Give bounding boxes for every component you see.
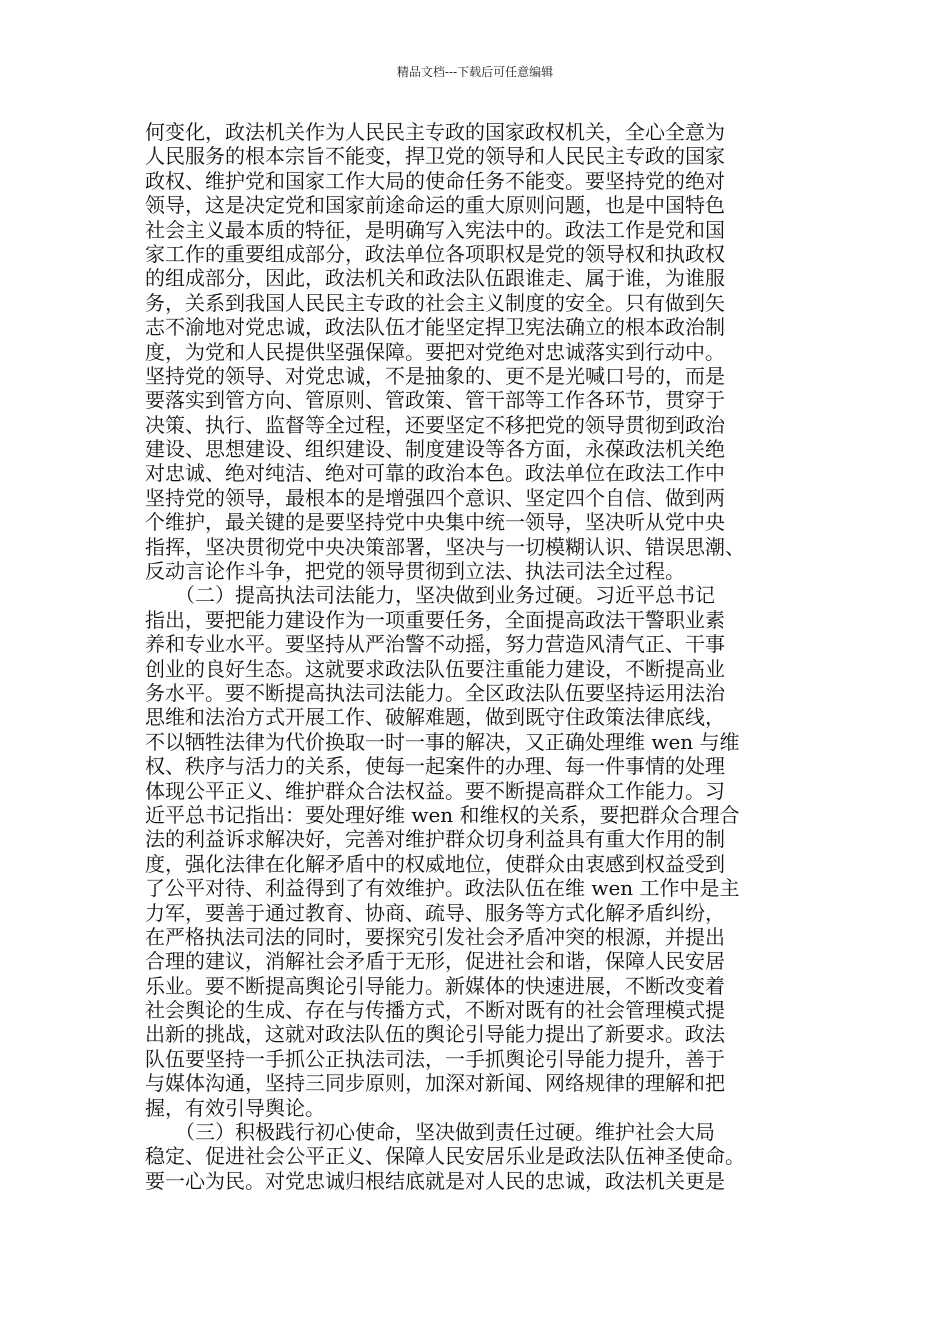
text-line: 指挥，坚决贯彻党中央决策部署，坚决与一切模糊认识、错误思潮、 bbox=[145, 534, 745, 559]
text-line: 合理的建议，消解社会矛盾于无形，促进社会和谐，保障人民安居 bbox=[145, 949, 725, 974]
text-line: 力军，要善于通过教育、协商、疏导、服务等方式化解矛盾纠纷， bbox=[145, 900, 725, 925]
text-line: 不以牺牲法律为代价换取一时一事的解决，又正确处理维 wen 与维 bbox=[145, 729, 740, 754]
text-line: 决策、执行、监督等全过程，还要坚定不移把党的领导贯彻到政治 bbox=[145, 412, 725, 437]
text-line: 务水平。要不断提高执法司法能力。全区政法队伍要坚持运用法治 bbox=[145, 680, 725, 705]
text-line: 稳定、促进社会公平正义、保障人民安居乐业是政法队伍神圣使命。 bbox=[145, 1144, 745, 1169]
text-line: 对忠诚、绝对纯洁、绝对可靠的政治本色。政法单位在政法工作中 bbox=[145, 461, 725, 486]
body-text bbox=[145, 120, 810, 1193]
text-line: 要一心为民。对党忠诚归根结底就是对人民的忠诚，政法机关更是 bbox=[145, 1168, 725, 1193]
text-line: 建设、思想建设、组织建设、制度建设等各方面，永葆政法机关绝 bbox=[145, 437, 725, 462]
text-line: 与媒体沟通，坚持三同步原则，加深对新闻、网络规律的理解和把 bbox=[145, 1071, 725, 1096]
text-line: 何变化，政法机关作为人民民主专政的国家政权机关，全心全意为 bbox=[145, 120, 725, 144]
text-line: 坚持党的领导，最根本的是增强四个意识、坚定四个自信、做到两 bbox=[145, 485, 725, 510]
text-line: 队伍要坚持一手抓公正执法司法，一手抓舆论引导能力提升，善于 bbox=[145, 1046, 725, 1071]
text-line: 坚持党的领导、对党忠诚，不是抽象的、更不是光喊口号的，而是 bbox=[145, 363, 725, 388]
text-line: 乐业。要不断提高舆论引导能力。新媒体的快速进展，不断改变着 bbox=[145, 973, 725, 998]
text-line: 反动言论作斗争，把党的领导贯彻到立法、执法司法全过程。 bbox=[145, 559, 685, 584]
text-line: 权、秩序与活力的关系，使每一起案件的办理、每一件事情的处理 bbox=[145, 754, 725, 779]
text-line: 要落实到管方向、管原则、管政策、管干部等工作各环节，贯穿于 bbox=[145, 388, 725, 413]
page-header: 精品文档---下载后可任意编辑 bbox=[396, 65, 554, 79]
text-line: 法的利益诉求解决好，完善对维护群众切身利益具有重大作用的制 bbox=[145, 827, 725, 852]
text-line: 社会主义最本质的特征，是明确写入宪法中的。政法工作是党和国 bbox=[145, 217, 725, 242]
text-line: 近平总书记指出：要处理好维 wen 和维权的关系，要把群众合理合 bbox=[145, 802, 740, 827]
text-line: 养和专业水平。要坚持从严治警不动摇，努力营造风清气正、干事 bbox=[145, 632, 725, 657]
text-line: 社会舆论的生成、存在与传播方式，不断对既有的社会管理模式提 bbox=[145, 998, 725, 1023]
text-line: 度，强化法律在化解矛盾中的权威地位，使群众由衷感到权益受到 bbox=[145, 851, 725, 876]
text-line: 在严格执法司法的同时，要探究引发社会矛盾冲突的根源，并提出 bbox=[145, 924, 725, 949]
text-line: 政权、维护党和国家工作大局的使命任务不能变。要坚持党的绝对 bbox=[145, 168, 725, 193]
text-line: 志不渝地对党忠诚，政法队伍才能坚定捍卫宪法确立的根本政治制 bbox=[145, 315, 725, 340]
text-line: 指出，要把能力建设作为一项重要任务，全面提高政法干警职业素 bbox=[145, 607, 725, 632]
text-line: 领导，这是决定党和国家前途命运的重大原则问题，也是中国特色 bbox=[145, 193, 725, 218]
text-line: （二）提高执法司法能力，坚决做到业务过硬。习近平总书记 bbox=[145, 583, 715, 608]
text-line: （三）积极践行初心使命，坚决做到责任过硬。维护社会大局 bbox=[145, 1120, 715, 1145]
text-line: 出新的挑战，这就对政法队伍的舆论引导能力提出了新要求。政法 bbox=[145, 1022, 725, 1047]
text-line: 家工作的重要组成部分，政法单位各项职权是党的领导权和执政权 bbox=[145, 241, 725, 266]
text-line: 务，关系到我国人民民主专政的社会主义制度的安全。只有做到矢 bbox=[145, 290, 725, 315]
text-line: 创业的良好生态。这就要求政法队伍要注重能力建设，不断提高业 bbox=[145, 656, 725, 681]
text-line: 的组成部分，因此，政法机关和政法队伍跟谁走、属于谁，为谁服 bbox=[145, 266, 725, 291]
text-line: 体现公平正义、维护群众合法权益。要不断提高群众工作能力。习 bbox=[145, 778, 725, 803]
text-line: 思维和法治方式开展工作、破解难题，做到既守住政策法律底线， bbox=[145, 705, 725, 730]
text-line: 了公平对待、利益得到了有效维护。政法队伍在维 wen 工作中是主 bbox=[145, 876, 740, 901]
text-line: 度，为党和人民提供坚强保障。要把对党绝对忠诚落实到行动中。 bbox=[145, 339, 725, 364]
text-line: 人民服务的根本宗旨不能变，捍卫党的领导和人民民主专政的国家 bbox=[145, 144, 725, 169]
text-line: 握，有效引导舆论。 bbox=[145, 1095, 325, 1120]
text-line: 个维护，最关键的是要坚持党中央集中统一领导，坚决听从党中央 bbox=[145, 510, 725, 535]
